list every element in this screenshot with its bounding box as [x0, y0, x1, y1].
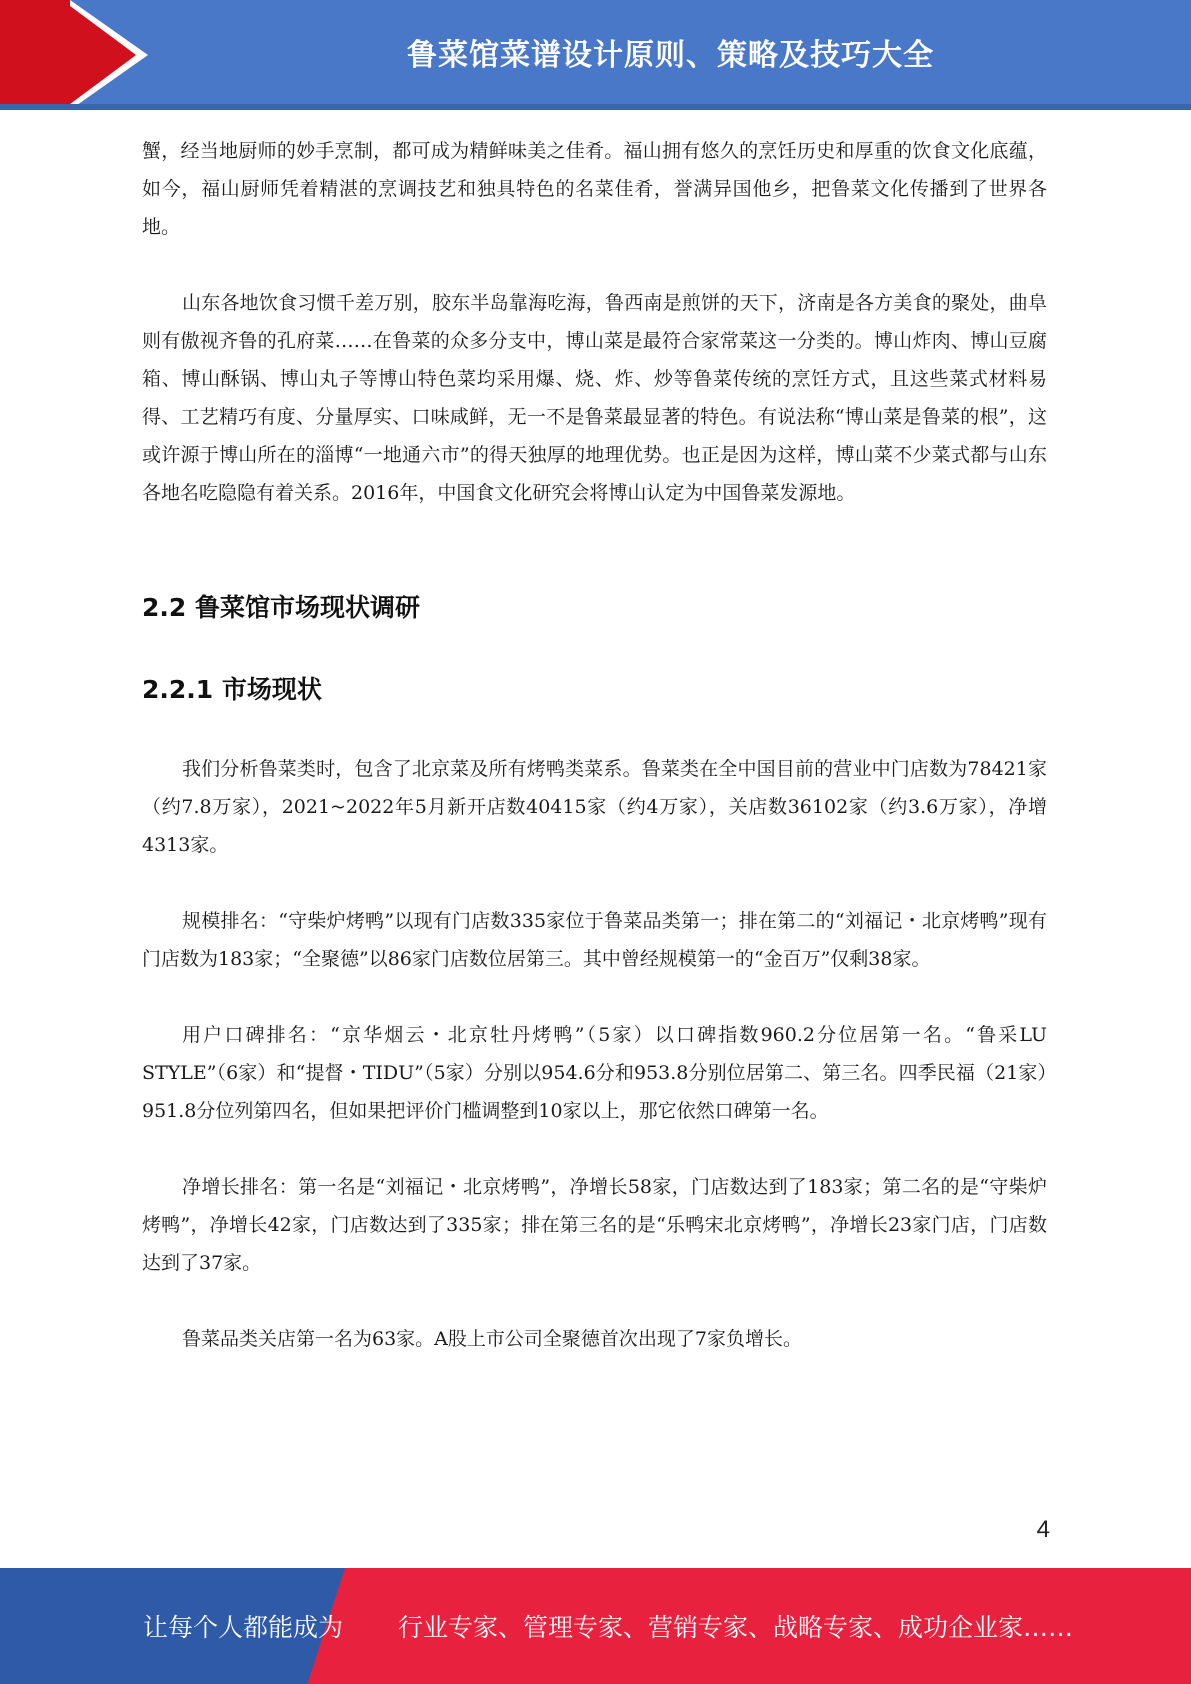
spacer — [142, 246, 1047, 284]
spacer — [142, 710, 1047, 750]
footer-slogan-left: 让每个人都能成为 — [143, 1613, 344, 1642]
paragraph-boshan-cuisine: 山东各地饮食习惯千差万别，胶东半岛靠海吃海，鲁西南是煎饼的天下，济南是各方美食的聚处，曲阜则有傲视齐鲁的孔府菜……在鲁菜的众多分支中，博山菜是最符合家常菜这一分类的。博山炸肉、博山豆腐箱、博山酥锅、博山丸子等博山特色菜均采用爆、烧、炸、炒等鲁菜传统的烹饪方式，且这些菜式材料易得、工艺精巧有度、分量厚实、口味咸鲜，无一不是鲁菜最显著的特色。有说法称“博山菜是鲁菜的根”，这或许源于博山所在的淄博“一地通六市”的得天独厚的地理优势。也正是因为这样，博山菜不少菜式都与山东各地名吃隐隐有着关系。2016年，中国食文化研究会将博山认定为中国鲁菜发源地。 — [142, 292, 1047, 504]
spacer — [142, 1282, 1047, 1320]
spacer — [142, 550, 1047, 588]
paragraph-scale-ranking: 规模排名：“守柴炉烤鸭”以现有门店数335家位于鲁菜品类第一；排在第二的“刘福记・北京烤鸭”现有门店数为183家；“全聚德”以86家门店数位居第三。其中曾经规模第一的“金百万”仅剩38家。 — [142, 910, 1047, 970]
footer-slogan-right: 行业专家、管理专家、营销专家、战略专家、成功企业家…… — [398, 1613, 1074, 1642]
header-red-block — [0, 0, 70, 110]
paragraph-growth-ranking: 净增长排名：第一名是“刘福记・北京烤鸭”，净增长58家，门店数达到了183家；第二名的是“守柴炉烤鸭”，净增长42家，门店数达到了335家；排在第三名的是“乐鸭宋北京烤鸭”，净增长23家门店，门店数达到了37家。 — [142, 1176, 1047, 1274]
spacer — [142, 1130, 1047, 1168]
document-body — [142, 132, 1047, 1358]
spacer — [142, 978, 1047, 1016]
section-heading-2-2: 2.2 鲁菜馆市场现状调研 — [142, 593, 420, 622]
page-number: 4 — [1036, 1516, 1050, 1543]
spacer — [142, 628, 1047, 670]
header-title: 鲁菜馆菜谱设计原则、策略及技巧大全 — [407, 38, 934, 73]
page-footer — [0, 1568, 1191, 1684]
spacer — [142, 512, 1047, 550]
paragraph-closures: 鲁菜品类关店第一名为63家。A股上市公司全聚德首次出现了7家负增长。 — [182, 1328, 802, 1350]
paragraph-market-overview: 我们分析鲁菜类时，包含了北京菜及所有烤鸭类菜系。鲁菜类在全中国目前的营业中门店数为78421家（约7.8万家），2021~2022年5月新开店数40415家（约4万家），关店数36102家（约3.6万家），净增4313家。 — [142, 758, 1047, 856]
paragraph-fushan-continued: 蟹，经当地厨师的妙手烹制，都可成为精鲜味美之佳肴。福山拥有悠久的烹饪历史和厚重的饮食文化底蕴，如今，福山厨师凭着精湛的烹调技艺和独具特色的名菜佳肴，誉满异国他乡，把鲁菜文化传播到了世界各地。 — [142, 140, 1047, 238]
section-heading-2-2-1: 2.2.1 市场现状 — [142, 675, 322, 704]
spacer — [142, 864, 1047, 902]
header-stripe — [0, 104, 1191, 110]
header-chevron-red — [62, 0, 136, 110]
paragraph-reputation-ranking: 用户口碑排名：“京华烟云・北京牡丹烤鸭”（5家）以口碑指数960.2分位居第一名。“鲁采LU STYLE”（6家）和“提督・TIDU”（5家）分别以954.6分和953.8分别位居第二、第三名。四季民福（21家）951.8分位列第四名，但如果把评价门槛调整到10家以上，那它依然口碑第一名。 — [142, 1024, 1047, 1122]
page-header — [0, 0, 1191, 110]
